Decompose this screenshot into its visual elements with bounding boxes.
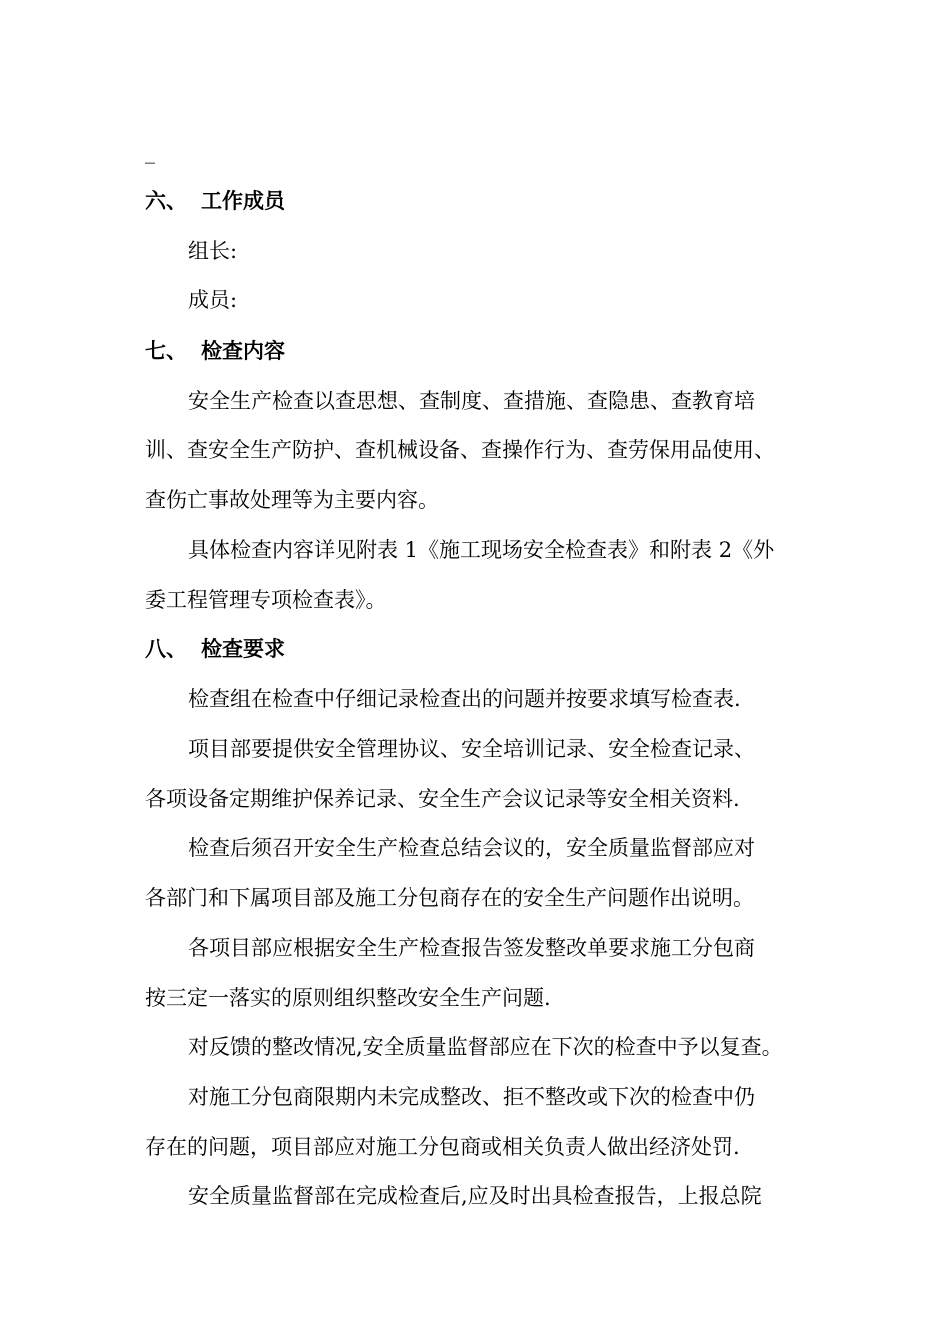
section-heading-8 (145, 636, 285, 662)
section-title: 检查内容 (201, 338, 285, 363)
section-number: 八、 (145, 636, 187, 661)
section-number: 七、 (145, 338, 187, 363)
paragraph-line: 安全生产检查以查思想、查制度、查措施、查隐患、查教育培 (188, 389, 755, 413)
paragraph-line: 组长: (188, 239, 238, 263)
paragraph-line: 各项设备定期维护保养记录、安全生产会议记录等安全相关资料. (145, 787, 740, 811)
paragraph-line: 对施工分包商限期内未完成整改、拒不整改或下次的检查中仍 (188, 1085, 755, 1109)
paragraph-line: 委工程管理专项检查表》。 (145, 588, 387, 612)
paragraph-line: 检查组在检查中仔细记录检查出的问题并按要求填写检查表. (188, 687, 741, 711)
section-heading-6 (145, 188, 285, 214)
paragraph-line: 安全质量监督部在完成检查后,应及时出具检查报告，上报总院 (188, 1184, 762, 1208)
paragraph-line: 各项目部应根据安全生产检查报告签发整改单要求施工分包商 (188, 936, 755, 960)
paragraph-line: 存在的问题，项目部应对施工分包商或相关负责人做出经济处罚. (145, 1135, 740, 1159)
paragraph-line: 项目部要提供安全管理协议、安全培训记录、安全检查记录、 (188, 737, 755, 761)
paragraph-line: 查伤亡事故处理等为主要内容。 (145, 488, 439, 512)
paragraph-line: 具体检查内容详见附表 1《施工现场安全检查表》和附表 2《外 (188, 538, 775, 562)
paragraph-line: 对反馈的整改情况,安全质量监督部应在下次的检查中予以复查。 (188, 1035, 783, 1059)
paragraph-line: 成员: (188, 288, 238, 312)
stray-mark: _ (145, 140, 155, 164)
paragraph-line: 按三定一落实的原则组织整改安全生产问题. (145, 986, 551, 1010)
section-title: 工作成员 (201, 188, 285, 213)
section-title: 检查要求 (201, 636, 285, 661)
section-number: 六、 (145, 188, 187, 213)
paragraph-line: 检查后须召开安全生产检查总结会议的，安全质量监督部应对 (188, 836, 755, 860)
paragraph-line: 训、查安全生产防护、查机械设备、查操作行为、查劳保用品使用、 (145, 438, 775, 462)
section-heading-7 (145, 338, 285, 364)
paragraph-line: 各部门和下属项目部及施工分包商存在的安全生产问题作出说明。 (145, 886, 754, 910)
